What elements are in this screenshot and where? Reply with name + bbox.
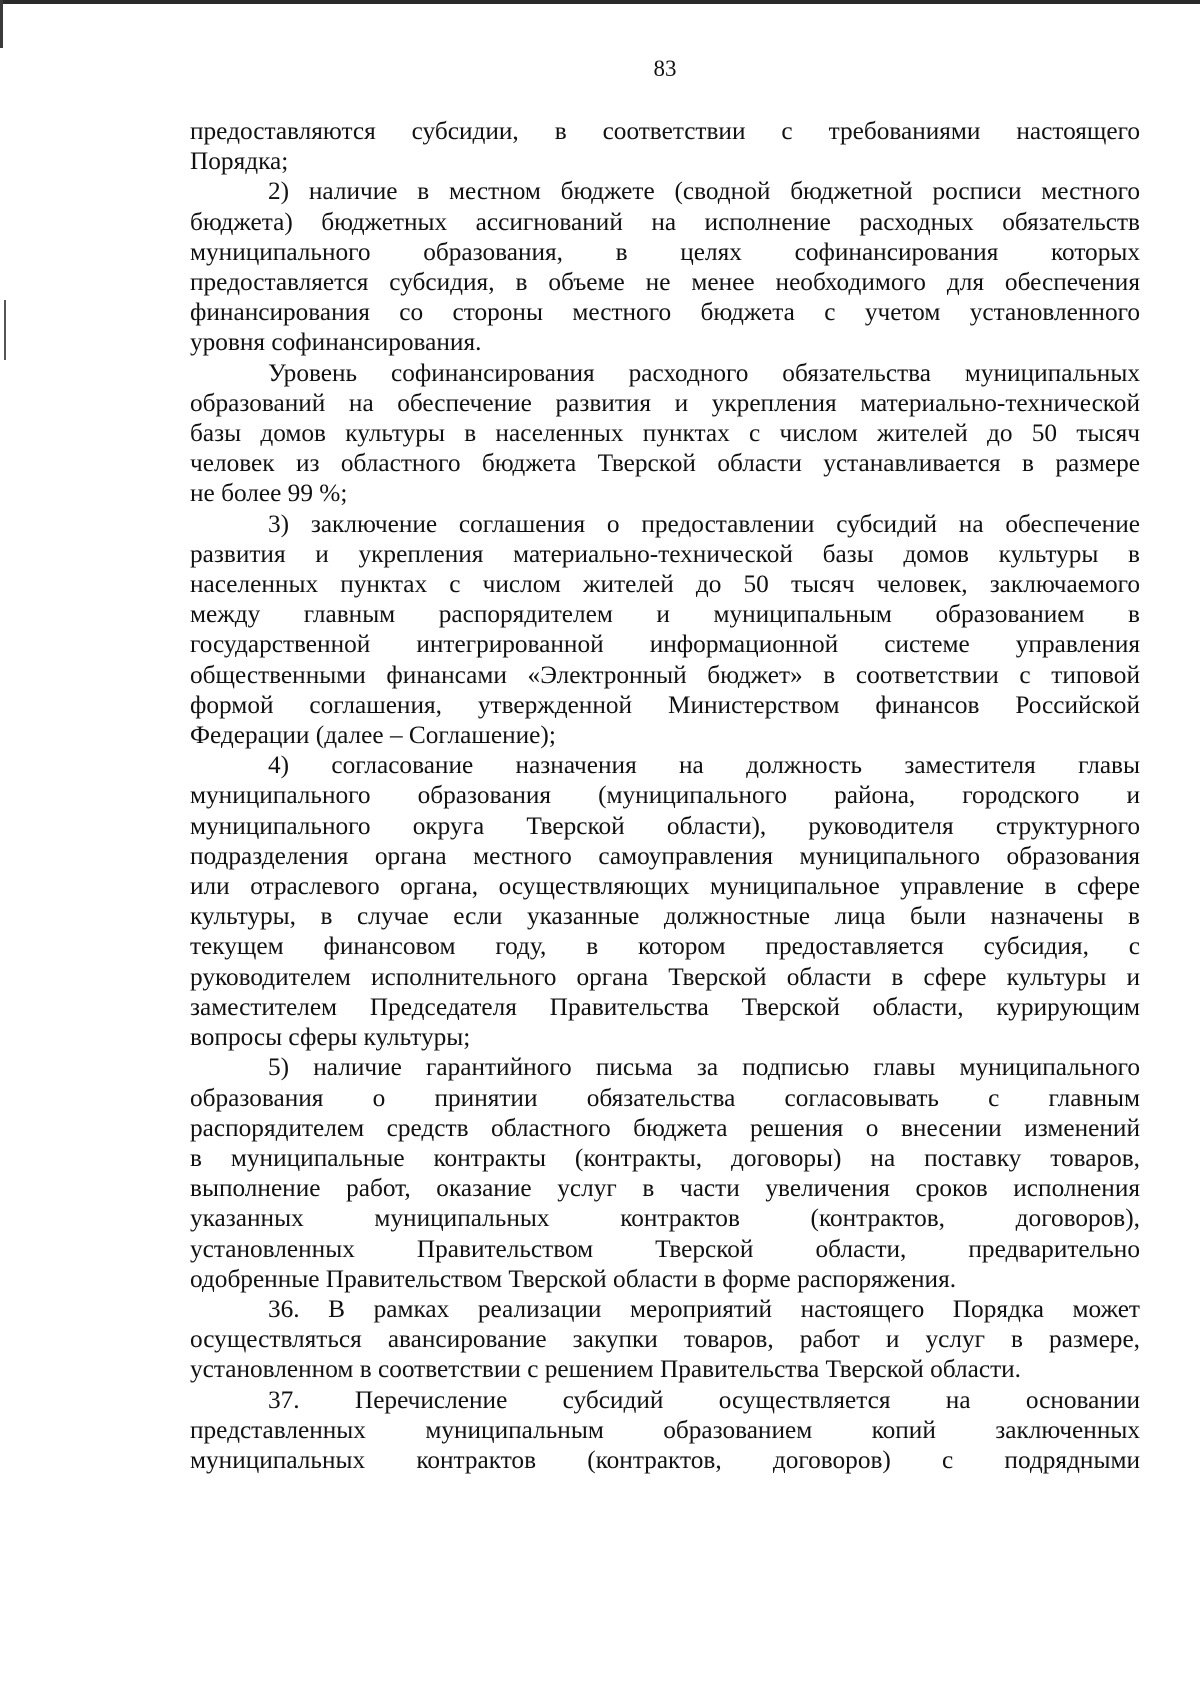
text-line: образования о принятии обязательства согласовывать с главным [190, 1083, 1140, 1112]
text-line: распорядителем средств областного бюджета решения о внесении изменений [190, 1113, 1140, 1142]
paragraph-clause-36 [190, 1294, 1140, 1385]
text-line: предоставляются субсидии, в соответствии с требованиями настоящего [190, 117, 1140, 145]
text-line: населенных пунктах с числом жителей до 50 тысяч человек, заключаемого [190, 570, 1140, 599]
text-line: финансирования со стороны местного бюджета с учетом установленного [190, 298, 1140, 327]
text-line: Уровень софинансирования расходного обязательства муниципальных [268, 358, 1140, 387]
text-line: 3) заключение соглашения о предоставлении субсидий на обеспечение [268, 509, 1140, 538]
paragraph-cofinancing-level [190, 358, 1140, 509]
text-line: человек из областного бюджета Тверской области устанавливается в размере [190, 449, 1140, 478]
page-number: 83 [653, 56, 677, 81]
text-line: указанных муниципальных контрактов (контрактов, договоров), [190, 1204, 1140, 1233]
text-line: муниципального образования, в целях софинансирования которых [190, 237, 1140, 266]
text-line: государственной интегрированной информационной системе управления [190, 630, 1140, 659]
text-line: установленных Правительством Тверской области, предварительно [190, 1234, 1140, 1263]
scan-edge-left [0, 0, 3, 48]
text-line: Федерации (далее – Соглашение); [190, 721, 556, 750]
text-line: установленном в соответствии с решением Правительства Тверской области. [190, 1355, 1022, 1384]
text-line: одобренные Правительством Тверской области в форме распоряжения. [190, 1264, 957, 1293]
paragraph-item-3 [190, 509, 1140, 751]
text-line: выполнение работ, оказание услуг в части увеличения сроков исполнения [190, 1174, 1140, 1203]
paragraph-continuation [190, 116, 1140, 176]
text-line: вопросы сферы культуры; [190, 1023, 471, 1052]
text-line: муниципального округа Тверской области), руководителя структурного [190, 811, 1140, 840]
text-line: бюджета) бюджетных ассигнований на исполнение расходных обязательств [190, 207, 1140, 236]
text-line: 37. Перечисление субсидий осуществляется на основании [268, 1385, 1140, 1414]
text-line: не более 99 %; [190, 479, 348, 508]
text-line: 4) согласование назначения на должность заместителя главы [268, 751, 1140, 780]
text-line: уровня софинансирования. [190, 328, 482, 357]
text-line: или отраслевого органа, осуществляющих муниципальное управление в сфере [190, 872, 1140, 901]
text-line: в муниципальные контракты (контракты, договоры) на поставку товаров, [190, 1143, 1140, 1172]
text-line: базы домов культуры в населенных пунктах с числом жителей до 50 тысяч [190, 419, 1140, 448]
text-line: между главным распорядителем и муниципальным образованием в [190, 600, 1140, 629]
text-line: муниципального образования (муниципального района, городского и [190, 781, 1140, 810]
paragraph-item-4 [190, 750, 1140, 1052]
text-line: общественными финансами «Электронный бюджет» в соответствии с типовой [190, 660, 1140, 689]
text-line: культуры, в случае если указанные должностные лица были назначены в [190, 902, 1140, 931]
scan-mark [4, 300, 6, 360]
text-line: предоставляется субсидия, в объеме не менее необходимого для обеспечения [190, 268, 1140, 297]
paragraph-item-2 [190, 176, 1140, 357]
text-line: осуществляться авансирование закупки товаров, работ и услуг в размере, [190, 1325, 1140, 1354]
text-line: образований на обеспечение развития и укрепления материально-технической [190, 388, 1140, 417]
text-line: 5) наличие гарантийного письма за подписью главы муниципального [268, 1053, 1140, 1082]
text-line: 36. В рамках реализации мероприятий настоящего Порядка может [268, 1294, 1140, 1323]
scan-edge-top [0, 0, 1200, 4]
text-line: формой соглашения, утвержденной Министерством финансов Российской [190, 690, 1140, 719]
paragraph-item-5 [190, 1052, 1140, 1294]
text-line: развития и укрепления материально-технической базы домов культуры в [190, 539, 1140, 568]
text-line: подразделения органа местного самоуправления муниципального образования [190, 841, 1140, 870]
text-line: представленных муниципальным образованием копий заключенных [190, 1415, 1140, 1444]
text-line: Порядка; [190, 147, 289, 176]
text-line: муниципальных контрактов (контрактов, договоров) с подрядными [190, 1445, 1140, 1474]
paragraph-clause-37 [190, 1385, 1140, 1476]
text-line: заместителем Председателя Правительства Тверской области, курирующим [190, 992, 1140, 1021]
document-body [190, 116, 1140, 1475]
text-line: текущем финансовом году, в котором предоставляется субсидия, с [190, 932, 1140, 961]
text-line: руководителем исполнительного органа Тверской области в сфере культуры и [190, 962, 1140, 991]
text-line: 2) наличие в местном бюджете (сводной бюджетной росписи местного [268, 177, 1140, 206]
